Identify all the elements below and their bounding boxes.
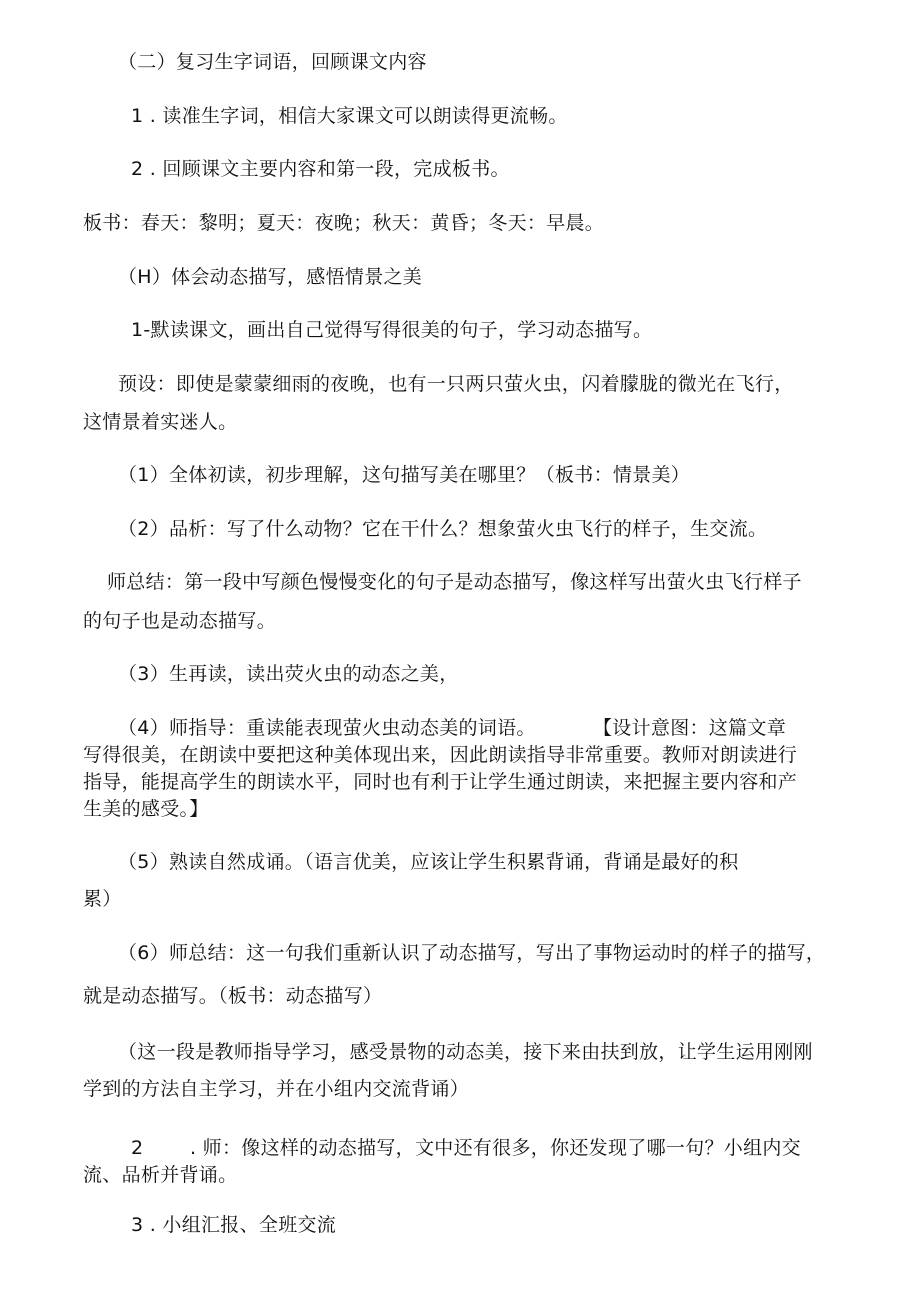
section-heading-dynamic: （H）体会动态描写，感悟情景之美 bbox=[118, 266, 423, 288]
preset-sentence-line-1: 预设：即使是蒙蒙细雨的夜晚，也有一只两只萤火虫，闪着朦胧的微光在飞行， bbox=[118, 373, 794, 395]
teacher-summary-line-1: 师总结：第一段中写颜色慢慢变化的句子是动态描写，像这样写出萤火虫飞行样子 bbox=[107, 571, 802, 593]
item-6-summary-cont: 就是动态描写。（板书：动态描写） bbox=[83, 985, 383, 1007]
section-heading-review: （二）复习生字词语，回顾课文内容 bbox=[118, 51, 427, 73]
teacher-summary-line-2: 的句子也是动态描写。 bbox=[83, 610, 277, 632]
step-2-find-more-cont: 流、品析并背诵。 bbox=[83, 1164, 238, 1186]
step-2-review-content: 2 . 回顾课文主要内容和第一段，完成板书。 bbox=[131, 158, 510, 180]
design-intent-line-3: 指导，能提高学生的朗读水平，同时也有利于让学生通过朗读，来把握主要内容和产 bbox=[83, 771, 798, 793]
design-intent-line-4: 生美的感受。】 bbox=[83, 798, 209, 820]
preset-sentence-line-2: 这情景着实迷人。 bbox=[83, 411, 238, 433]
note-teacher-guidance: （这一段是教师指导学习，感受景物的动态美，接下来由扶到放，让学生运用刚刚 bbox=[118, 1041, 813, 1063]
step-2-find-more: . 师：像这样的动态描写，文中还有很多，你还发现了哪一句？小组内交 bbox=[190, 1137, 801, 1159]
item-4-teacher-guide: （4）师指导：重读能表现萤火虫动态美的词语。 bbox=[118, 717, 536, 739]
item-2-analysis: （2）品析：写了什么动物？它在干什么？想象萤火虫飞行的样子，生交流。 bbox=[118, 518, 768, 540]
item-6-summary: （6）师总结：这一句我们重新认识了动态描写，写出了事物运动时的样子的描写， bbox=[118, 942, 826, 964]
step-3-group-report: 3 . 小组汇报、全班交流 bbox=[131, 1214, 337, 1236]
blackboard-seasons: 板书：春天：黎明；夏天：夜晚；秋天：黄昏；冬天：早晨。 bbox=[83, 212, 605, 234]
item-5-recite: （5）熟读自然成诵。（语言优美，应该让学生积累背诵，背诵是最好的积 bbox=[118, 851, 739, 873]
design-intent-line-2: 写得很美，在朗读中要把这种美体现出来，因此朗读指导非常重要。教师对朗读进行 bbox=[83, 744, 798, 766]
note-teacher-guidance-cont: 学到的方法自主学习，并在小组内交流背诵） bbox=[83, 1078, 470, 1100]
step-2-number: 2 bbox=[131, 1137, 144, 1159]
item-1-first-reading: （1）全体初读，初步理解，这句描写美在哪里？（板书：情景美） bbox=[118, 464, 691, 486]
item-5-recite-cont: 累） bbox=[83, 888, 122, 910]
step-1-read-words: 1 . 读准生字词，相信大家课文可以朗读得更流畅。 bbox=[131, 105, 568, 127]
design-intent-start: 【设计意图：这篇文章 bbox=[593, 717, 787, 739]
step-1-silent-reading: 1-默读课文，画出自己觉得写得很美的句子，学习动态描写。 bbox=[131, 319, 653, 341]
item-3-reread: （3）生再读，读出荧火虫的动态之美， bbox=[118, 663, 459, 685]
